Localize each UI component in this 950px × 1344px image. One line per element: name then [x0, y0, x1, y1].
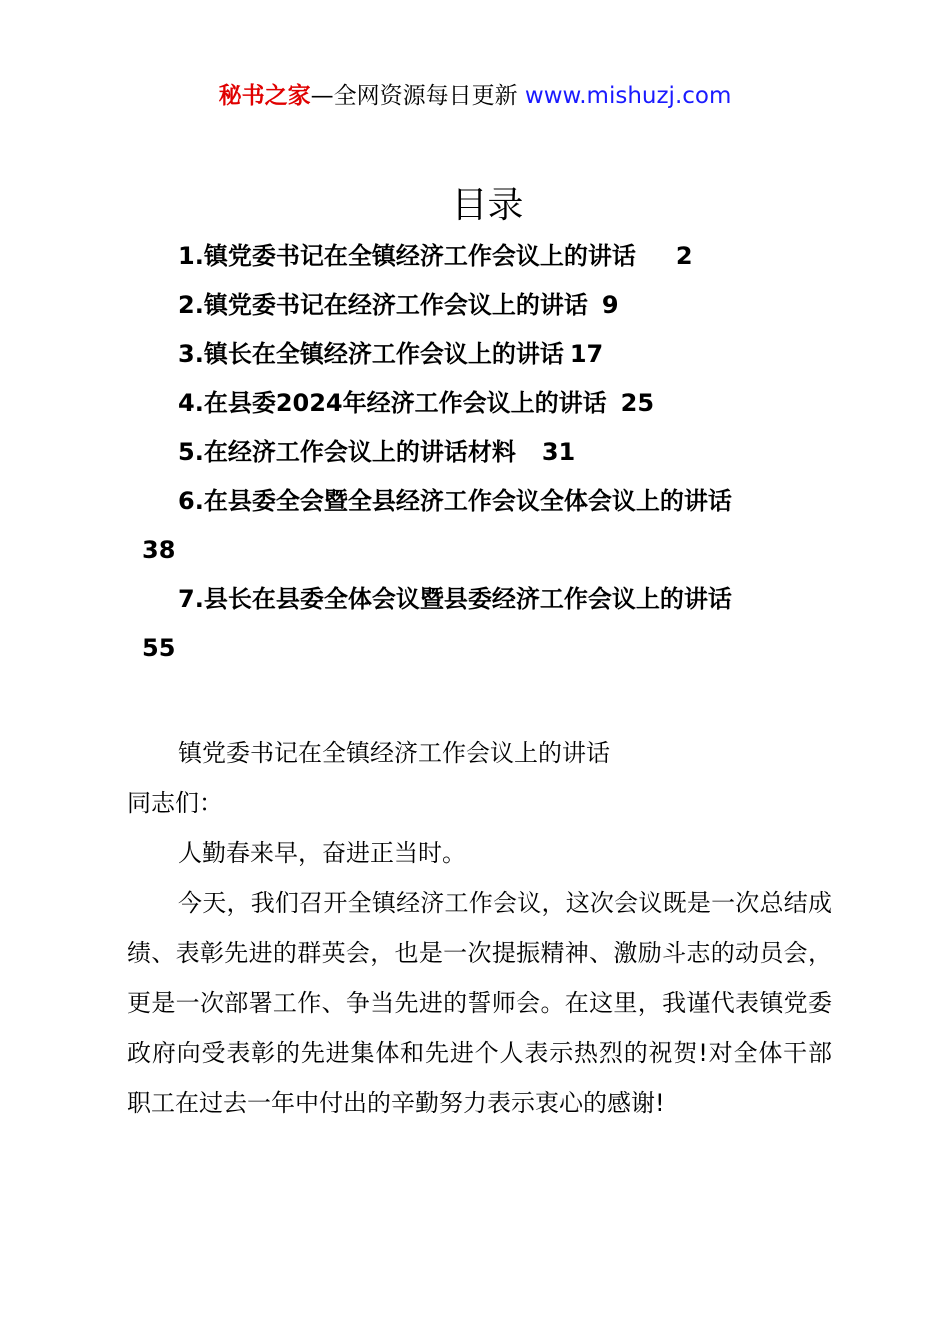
watermark-header	[0, 80, 950, 112]
toc-entry	[142, 575, 832, 673]
toc-entry	[160, 330, 832, 379]
article	[127, 728, 832, 1128]
brand-name: 秘书之家	[218, 83, 311, 109]
table-of-contents	[142, 232, 832, 673]
paragraph: 人勤春来早，奋进正当时。	[178, 839, 466, 867]
salutation: 同志们：	[127, 789, 223, 817]
toc-entry-page: 25	[620, 389, 655, 417]
toc-entry-text: 1.镇党委书记在全镇经济工作会议上的讲话	[178, 242, 636, 270]
toc-entry-page: 9	[601, 291, 619, 319]
toc-entry-page: 17	[569, 340, 604, 368]
toc-entry	[142, 477, 832, 575]
toc-entry-text: 3.镇长在全镇经济工作会议上的讲话	[178, 340, 564, 368]
toc-entry-text: 5.在经济工作会议上的讲话材料	[178, 438, 516, 466]
toc-entry-text: 6.在县委全会暨全县经济工作会议全体会议上的讲话	[178, 487, 732, 515]
toc-entry-page: 38	[142, 536, 176, 564]
header-tagline: —全网资源每日更新	[310, 83, 518, 109]
toc-title: 目录	[451, 185, 524, 226]
site-url: www.mishuzj.com	[524, 83, 732, 109]
toc-entry-page: 31	[541, 438, 576, 466]
toc-entry	[160, 379, 832, 428]
toc-entry-text: 4.在县委2024年经济工作会议上的讲话	[178, 389, 607, 417]
toc-entry-page: 55	[142, 634, 176, 662]
article-title: 镇党委书记在全镇经济工作会议上的讲话	[178, 739, 610, 767]
toc-entry-text: 7.县长在县委全体会议暨县委经济工作会议上的讲话	[178, 585, 732, 613]
toc-entry-text: 2.镇党委书记在经济工作会议上的讲话	[178, 291, 588, 319]
toc-entry-page: 2	[675, 242, 693, 270]
toc-entry	[160, 232, 832, 281]
toc-entry	[160, 281, 832, 330]
paragraph: 今天，我们召开全镇经济工作会议，这次会议既是一次总结成绩、表彰先进的群英会，也是一次提振精神、激励斗志的动员会，更是一次部署工作、争当先进的誓师会。在这里，我谨代表镇党委政府向受表彰的先进集体和先进个人表示热烈的祝贺!对全体干部职工在过去一年中付出的辛勤努力表示衷心的感谢!	[127, 889, 832, 1117]
toc-entry	[160, 428, 832, 477]
